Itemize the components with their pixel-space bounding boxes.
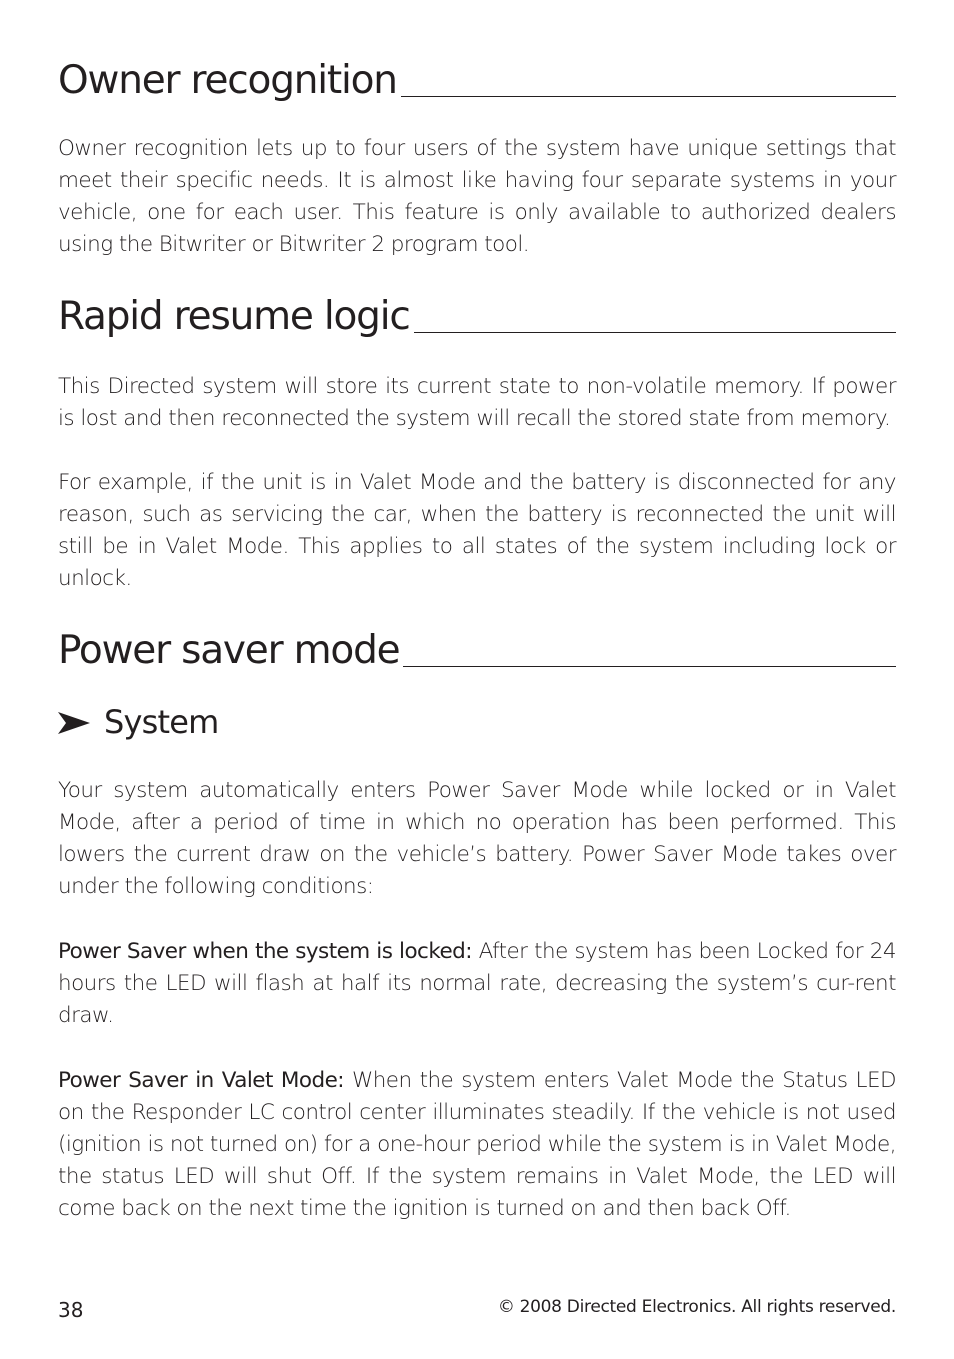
rapid-resume-paragraph-1: This Directed system will store its current state to non-volatile memory. If power is lost and then reconnected the system will recall the stored state from memory. — [58, 374, 896, 431]
rapid-resume-paragraph-2: For example, if the unit is in Valet Mode and the battery is disconnected for any reason, such as servicing the car, when the battery is reconnected the unit will still be in Valet Mode. This applies to all states of the system including lock or unlock. — [58, 470, 896, 591]
power-saver-valet-paragraph — [58, 1065, 896, 1225]
page-number: 38 — [58, 1298, 84, 1322]
owner-recognition-paragraph: Owner recognition lets up to four users of the system have unique settings that meet their specific needs. It is almost like having four separate systems in your vehicle, one for each user. This feature is only available to authorized dealers using the Bitwriter or Bitwriter 2 program tool. — [58, 136, 896, 257]
section-title-owner-recognition: Owner recognition — [58, 61, 401, 100]
copyright-notice: © 2008 Directed Electronics. All rights reserved. — [497, 1297, 896, 1317]
power-saver-locked-lead: Power Saver when the system is locked: — [58, 939, 472, 964]
section-title-power-saver-mode: Power saver mode — [58, 631, 403, 670]
subheading-system-label: System — [104, 703, 219, 741]
section-title-rapid-resume-logic: Rapid resume logic — [58, 297, 414, 336]
power-saver-valet-body: When the system enters Valet Mode the Status LED on the Responder LC control center illuminates steadily. If the vehicle is not used (ignition is not turned on) for a one-hour period while the system is in Valet Mode, the status LED will shut Off. If the system remains in Valet Mode, the LED will come back on the next time the ignition is turned on and then back Off. — [58, 1068, 897, 1221]
power-saver-locked-body: After the system has been Locked for 24 hours the LED will flash at half its normal rate, decreasing the system’s cur-rent draw. — [58, 939, 896, 1028]
subheading-system — [58, 703, 219, 741]
heading-rapid-resume-logic — [58, 272, 896, 339]
arrow-bullet-icon — [58, 707, 90, 739]
power-saver-valet-lead: Power Saver in Valet Mode: — [58, 1068, 344, 1093]
heading-power-saver-mode — [58, 606, 896, 673]
power-saver-intro-paragraph: Your system automatically enters Power Saver Mode while locked or in Valet Mode, after a period of time in which no operation has been performed. This lowers the current draw on the vehicle’s battery. Power Saver Mode takes over under the following conditions: — [58, 778, 896, 899]
power-saver-locked-paragraph — [58, 936, 896, 1032]
heading-owner-recognition — [58, 36, 896, 103]
